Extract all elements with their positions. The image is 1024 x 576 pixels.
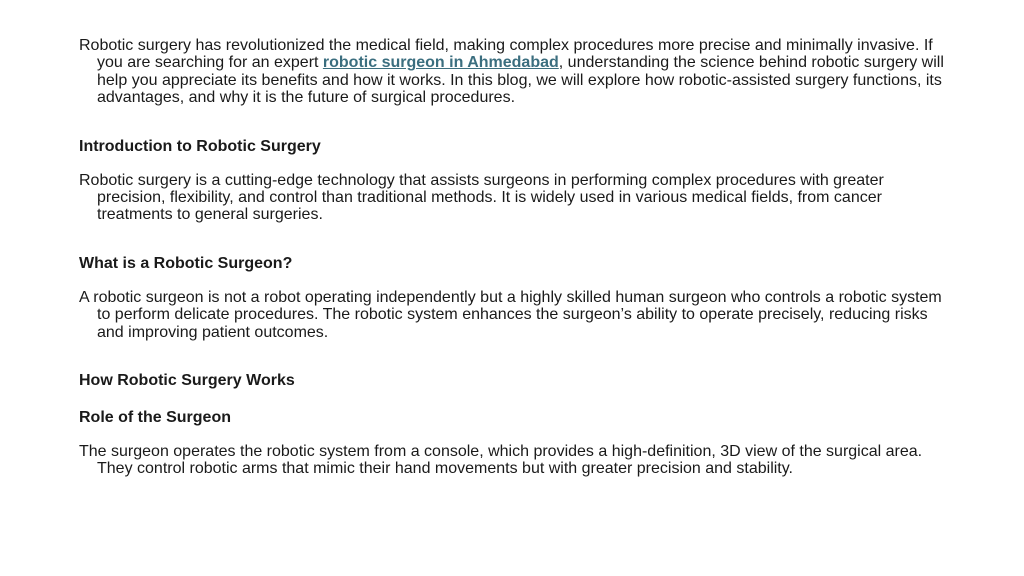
subsection-heading-role-of-surgeon: Role of the Surgeon: [79, 409, 231, 427]
intro-text-before-link: Robotic surgery has revolutionized the medical field, making complex procedures more precise and minimally invasive. If you are searching for an expert: [79, 37, 933, 72]
intro-text-after-link: , understanding the science behind robotic surgery will help you appreciate its benefits and how it works. In this blog, we will explore how robotic-assisted surgery functions, its advantages, and why it is the future of surgical procedures.: [97, 54, 944, 107]
section-heading-how-it-works: How Robotic Surgery Works: [79, 372, 295, 390]
intro-paragraph: [79, 37, 949, 107]
subsection-body-role-of-surgeon: The surgeon operates the robotic system from a console, which provides a high-definition, 3D view of the surgical area. They control robotic arms that mimic their hand movements but with greater precision and stability.: [79, 443, 923, 478]
section-body-introduction: Robotic surgery is a cutting-edge technology that assists surgeons in performing complex procedures with greater precision, flexibility, and control than traditional methods. It is widely used in various medical fields, from cancer treatments to general surgeries.: [79, 171, 884, 224]
section-body-what-is-robotic-surgeon: A robotic surgeon is not a robot operating independently but a highly skilled human surgeon who controls a robotic system to perform delicate procedures. The robotic system enhances the surgeon’s ability to operate precisely, reducing risks and improving patient outcomes.: [79, 288, 942, 341]
article-body: [79, 37, 949, 478]
section-heading-introduction: Introduction to Robotic Surgery: [79, 137, 321, 155]
robotic-surgeon-link[interactable]: robotic surgeon in Ahmedabad: [322, 54, 559, 72]
section-heading-what-is-robotic-surgeon: What is a Robotic Surgeon?: [79, 254, 293, 272]
